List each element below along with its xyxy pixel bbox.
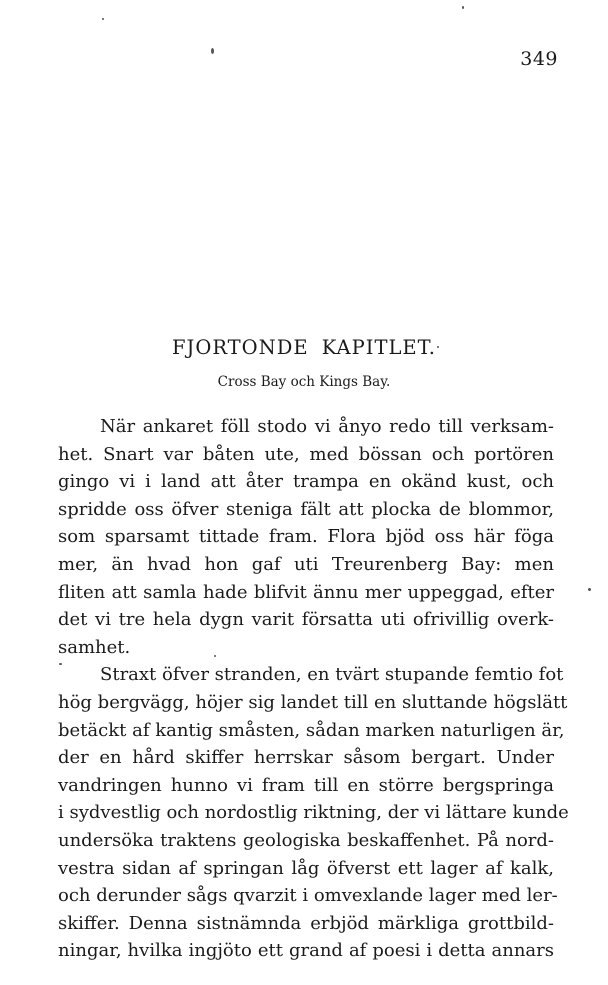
chapter-title: FJORTONDE KAPITLET. [171, 336, 436, 359]
text-line: samhet. [58, 636, 131, 658]
text-line: och derunder sågs qvarzit i omvexlande lager med ler- [58, 885, 558, 907]
scan-speck [214, 655, 216, 657]
page-number: 349 [520, 48, 558, 70]
text-line: skiffer. Denna sistnämnda erbjöd märkliga grottbild- [58, 912, 554, 934]
text-line: vestra sidan af springan låg öfverst ett lager af kalk, [58, 857, 554, 879]
text-line: Straxt öfver stranden, en tvärt stupande femtio fot [100, 664, 564, 686]
scan-speck [211, 48, 214, 54]
text-line: fliten att samla hade blifvit ännu mer uppeggad, efter [58, 581, 554, 603]
scan-speck [102, 18, 104, 20]
body-text [58, 413, 569, 965]
scan-speck [437, 346, 439, 348]
text-line: het. Snart var båten ute, med bössan och portören [58, 443, 554, 465]
text-line: spridde oss öfver steniga fält att plocka de blommor, [58, 498, 554, 520]
text-line: der en hård skiffer herrskar såsom bergart. Under [58, 747, 554, 769]
scan-speck [588, 588, 591, 591]
text-line: vandringen hunno vi fram till en större bergspringa [58, 774, 554, 796]
text-line: gingo vi i land att åter trampa en okänd kust, och [58, 471, 554, 493]
text-line: När ankaret föll stodo vi ånyo redo till verksam- [100, 416, 554, 437]
text-line: betäckt af kantig småsten, sådan marken naturligen är, [58, 719, 565, 741]
text-line: det vi tre hela dygn varit försatta uti ofrivillig overk- [58, 609, 554, 631]
text-line: hög bergvägg, höjer sig landet till en sluttande högslätt [58, 691, 568, 713]
text-line: som sparsamt tittade fram. Flora bjöd oss här föga [58, 526, 554, 548]
text-line: undersöka traktens geologiska beskaffenhet. På nord- [58, 829, 554, 851]
scan-speck [59, 663, 62, 665]
text-line: mer, än hvad hon gaf uti Treurenberg Bay: men [58, 553, 554, 575]
chapter-subtitle: Cross Bay och Kings Bay. [217, 374, 391, 390]
text-line: ningar, hvilka ingjöto ett grand af poesi i detta annars [58, 940, 554, 962]
scan-speck [462, 6, 464, 9]
text-line: i sydvestlig och nordostlig riktning, der vi lättare kunde [58, 802, 569, 824]
